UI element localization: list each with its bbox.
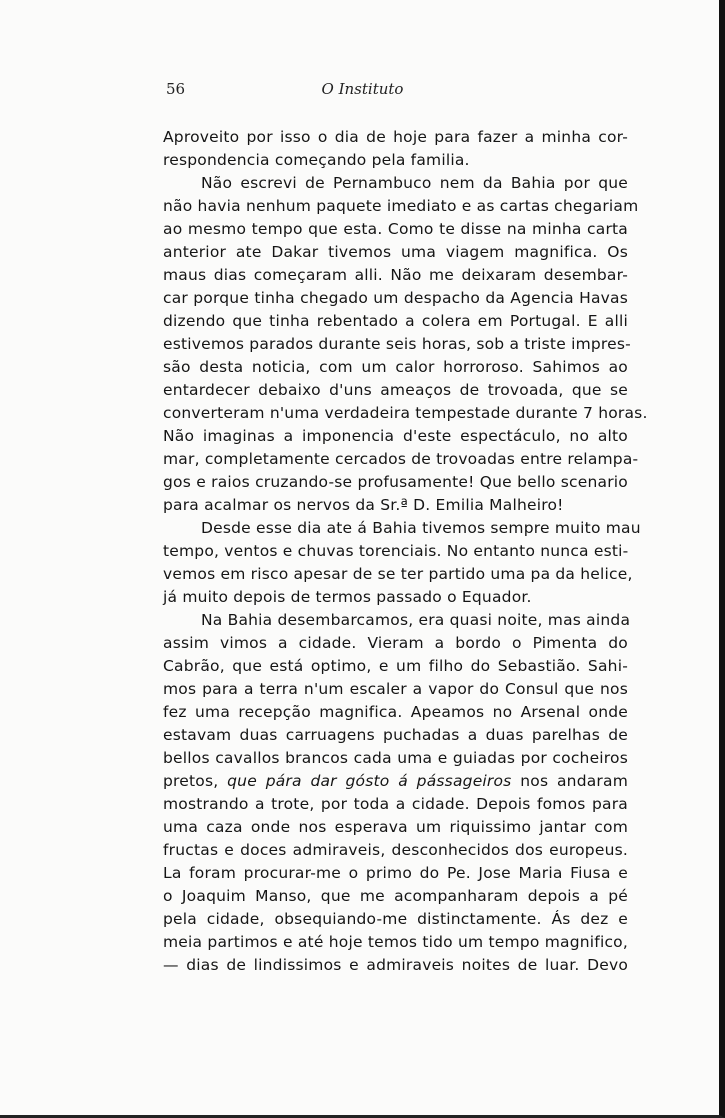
text-line: gos e raios cruzando-se profusamente! Que bello scenario [163,473,628,491]
text-line: uma caza onde nos esperava um riquissimo jantar com [163,818,628,836]
text-line: pela cidade, obsequiando-me distinctamente. Ás dez e [163,910,628,928]
running-title: O Instituto [321,80,404,98]
text-line: anterior ate Dakar tivemos uma viagem magnifica. Os [163,243,628,261]
italic-phrase: que pára dar gósto á pássageiros [227,772,512,790]
text-run: pretos, [163,772,219,790]
text-line: mos para a terra n'um escaler a vapor do Consul que nos [163,680,628,698]
text-line: car porque tinha chegado um despacho da Agencia Havas [163,289,628,307]
text-line: Não escrevi de Pernambuco nem da Bahia por que [201,174,628,192]
text-run: nos andaram [520,772,628,790]
text-line: Desde esse dia ate á Bahia tivemos sempre muito mau [201,519,641,537]
text-line: converteram n'uma verdadeira tempestade durante 7 horas. [163,404,648,422]
text-line-mixed [163,770,628,793]
text-line: para acalmar os nervos da Sr.ª D. Emilia Malheiro! [163,496,564,514]
text-line: fructas e doces admiraveis, desconhecidos dos europeus. [163,841,628,859]
text-line: La foram procurar-me o primo do Pe. Jose Maria Fiusa e [163,864,628,882]
text-line: assim vimos a cidade. Vieram a bordo o Pimenta do [163,634,628,652]
text-line: — dias de lindissimos e admiraveis noites de luar. Devo [163,956,628,974]
body-text [163,126,648,977]
text-line: vemos em risco apesar de se ter partido uma pa da helice, [163,565,633,583]
text-line: estavam duas carruagens puchadas a duas parelhas de [163,726,628,744]
page-number: 56 [166,80,186,98]
text-line: são desta noticia, com um calor horroroso. Sahimos ao [163,358,628,376]
text-line: Cabrão, que está optimo, e um filho do Sebastião. Sahi- [163,657,628,675]
text-line: meia partimos e até hoje temos tido um tempo magnifico, [163,933,628,951]
text-line: bellos cavallos brancos cada uma e guiadas por cocheiros [163,749,628,767]
text-line: estivemos parados durante seis horas, sob a triste impres- [163,335,631,353]
text-line: fez uma recepção magnifica. Apeamos no Arsenal onde [163,703,628,721]
text-line: mostrando a trote, por toda a cidade. Depois fomos para [163,795,628,813]
text-line: Não imaginas a imponencia d'este espectáculo, no alto [163,427,628,445]
text-line: Na Bahia desembarcamos, era quasi noite, mas ainda [201,611,631,629]
text-line: dizendo que tinha rebentado a colera em Portugal. E alli [163,312,628,330]
text-line: mar, completamente cercados de trovoadas entre relampa- [163,450,639,468]
text-line: Aproveito por isso o dia de hoje para fazer a minha cor- [163,128,628,146]
text-line: tempo, ventos e chuvas torenciais. No entanto nunca esti- [163,542,629,560]
text-line: entardecer debaixo d'uns ameaços de trovoada, que se [163,381,628,399]
text-line: já muito depois de termos passado o Equador. [163,588,532,606]
text-line: respondencia começando pela familia. [163,151,470,169]
text-line: maus dias começaram alli. Não me deixaram desembar- [163,266,628,284]
text-line: o Joaquim Manso, que me acompanharam depois a pé [163,887,628,905]
text-line: ao mesmo tempo que esta. Como te disse na minha carta [163,220,628,238]
text-line: não havia nenhum paquete imediato e as cartas chegariam [163,197,639,215]
